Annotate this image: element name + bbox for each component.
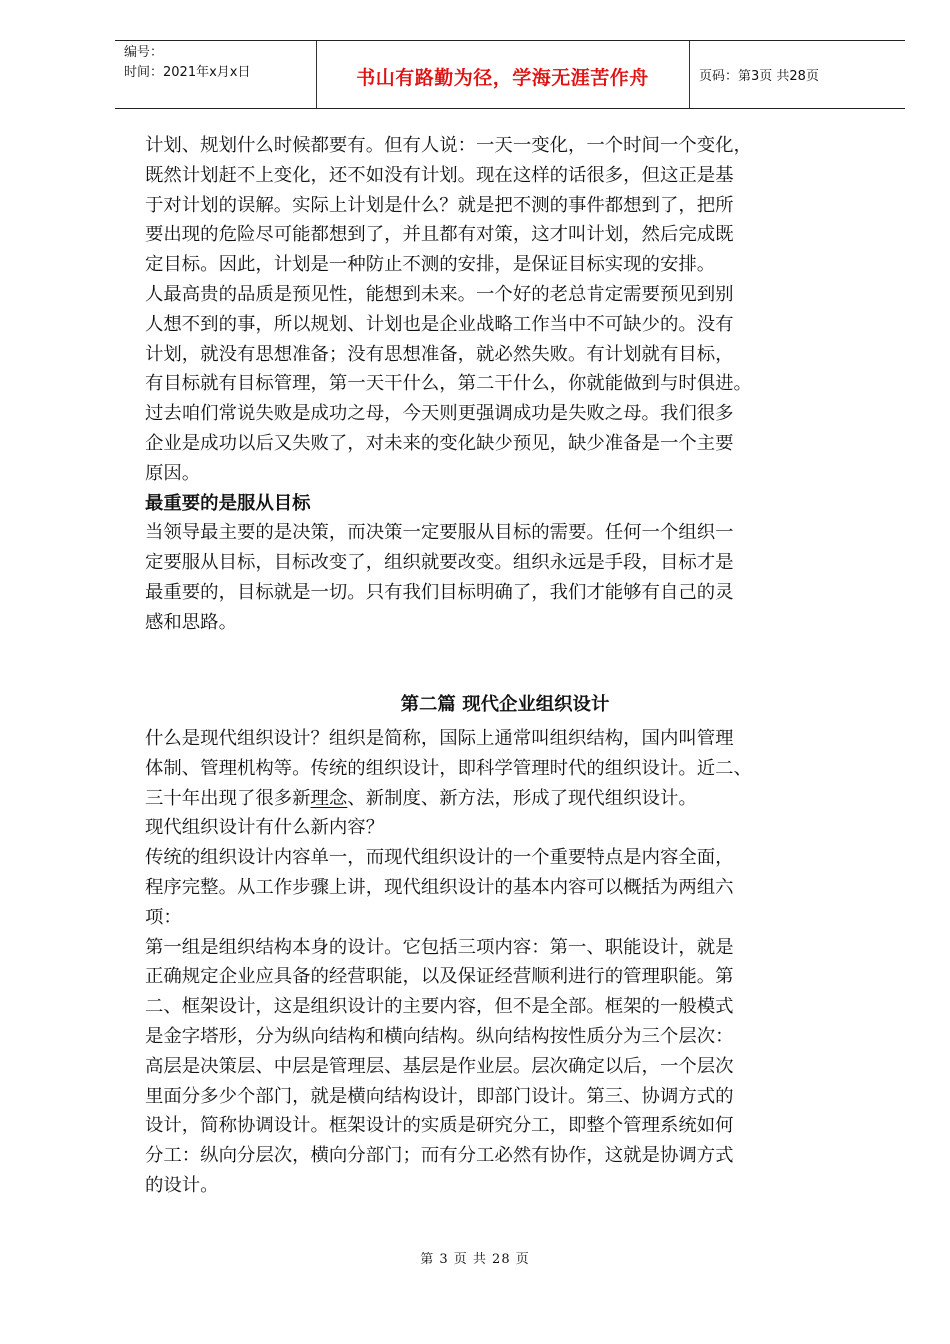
paragraph-line: 设计，简称协调设计。框架设计的实质是研究分工，即整个管理系统如何 <box>145 1115 734 1137</box>
paragraph-line: 正确规定企业应具备的经营职能，以及保证经营顺利进行的管理职能。第 <box>145 966 734 988</box>
paragraph-line: 传统的组织设计内容单一，而现代组织设计的一个重要特点是内容全面， <box>145 847 734 869</box>
paragraph-line: 过去咱们常说失败是成功之母，今天则更强调成功是失败之母。我们很多 <box>145 403 734 425</box>
paragraph-line: 程序完整。从工作步骤上讲，现代组织设计的基本内容可以概括为两组六 <box>145 876 734 898</box>
paragraph-line: 里面分多少个部门，就是横向结构设计，即部门设计。第三、协调方式的 <box>145 1085 734 1107</box>
time-label: 时间：2021年x月x日 <box>124 65 251 80</box>
paragraph-line: 什么是现代组织设计？组织是简称，国际上通常叫组织结构，国内叫管理 <box>145 728 734 749</box>
paragraph-line: 原因。 <box>145 462 201 484</box>
underlined-term: 理念 <box>310 787 348 809</box>
paragraph-line: 的设计。 <box>145 1174 219 1196</box>
paragraph-line: 分工：纵向分层次，横向分部门；而有分工必然有协作，这就是协调方式 <box>145 1145 734 1167</box>
paragraph-line: 第一组是组织结构本身的设计。它包括三项内容：第一、职能设计，就是 <box>145 936 734 958</box>
section-heading: 最重要的是服从目标 <box>145 492 311 514</box>
paragraph-line: 二、框架设计，这是组织设计的主要内容，但不是全部。框架的一般模式 <box>145 996 734 1018</box>
paragraph-line: 定要服从目标，目标改变了，组织就要改变。组织永远是手段，目标才是 <box>145 552 734 574</box>
header-meta <box>124 43 250 83</box>
paragraph-line: 计划，就没有思想准备；没有思想准备，就必然失败。有计划就有目标， <box>145 343 734 365</box>
paragraph-line: 人最高贵的品质是预见性，能想到未来。一个好的老总肯定需要预见到别 <box>145 283 734 305</box>
paragraph-line: 是金字塔形，分为纵向结构和横向结构。纵向结构按性质分为三个层次： <box>145 1025 734 1047</box>
paragraph-line: 现代组织设计有什么新内容？ <box>145 817 385 839</box>
header-page-info: 页码：第3页 共28页 <box>699 69 819 84</box>
paragraph-line: 企业是成功以后又失败了，对未来的变化缺少预见，缺少准备是一个主要 <box>145 432 734 454</box>
paragraph-line: 项： <box>145 906 182 928</box>
section-2 <box>145 724 865 1201</box>
page-header <box>115 40 905 109</box>
paragraph-line: 要出现的危险尽可能都想到了，并且都有对策，这才叫计划，然后完成既 <box>145 224 734 246</box>
text-run: 三十年出现了很多新 <box>145 787 311 809</box>
page-footer: 第 3 页 共 28 页 <box>420 1252 530 1267</box>
paragraph-line: 最重要的，目标就是一切。只有我们目标明确了，我们才能够有自己的灵 <box>145 581 734 603</box>
paragraph-line <box>145 784 865 814</box>
paragraph-line: 当领导最主要的是决策，而决策一定要服从目标的需要。任何一个组织一 <box>145 522 734 544</box>
paragraph-line: 于对计划的误解。实际上计划是什么？就是把不测的事件都想到了，把所 <box>145 194 734 216</box>
paragraph-line: 体制、管理机构等。传统的组织设计，即科学管理时代的组织设计。近二、 <box>145 757 752 779</box>
number-label: 编号： <box>124 45 164 60</box>
header-motto: 书山有路勤为径，学海无涯苦作舟 <box>356 67 649 89</box>
paragraph-line: 既然计划赶不上变化，还不如没有计划。现在这样的话很多，但这正是基 <box>145 164 734 186</box>
paragraph-line: 有目标就有目标管理，第一天干什么，第二干什么，你就能做到与时俱进。 <box>145 373 752 395</box>
chapter-title: 第二篇 现代企业组织设计 <box>400 694 610 715</box>
paragraph-line: 高层是决策层、中层是管理层、基层是作业层。层次确定以后，一个层次 <box>145 1055 734 1077</box>
paragraph-line: 计划、规划什么时候都要有。但有人说：一天一变化，一个时间一个变化， <box>145 135 752 156</box>
paragraph-line: 感和思路。 <box>145 611 237 633</box>
section-1 <box>145 131 865 638</box>
text-run: 、新制度、新方法，形成了现代组织设计。 <box>347 787 697 809</box>
header-divider <box>689 41 690 108</box>
paragraph-line: 人想不到的事，所以规划、计划也是企业战略工作当中不可缺少的。没有 <box>145 313 734 335</box>
paragraph-line: 定目标。因此，计划是一种防止不测的安排，是保证目标实现的安排。 <box>145 254 716 276</box>
